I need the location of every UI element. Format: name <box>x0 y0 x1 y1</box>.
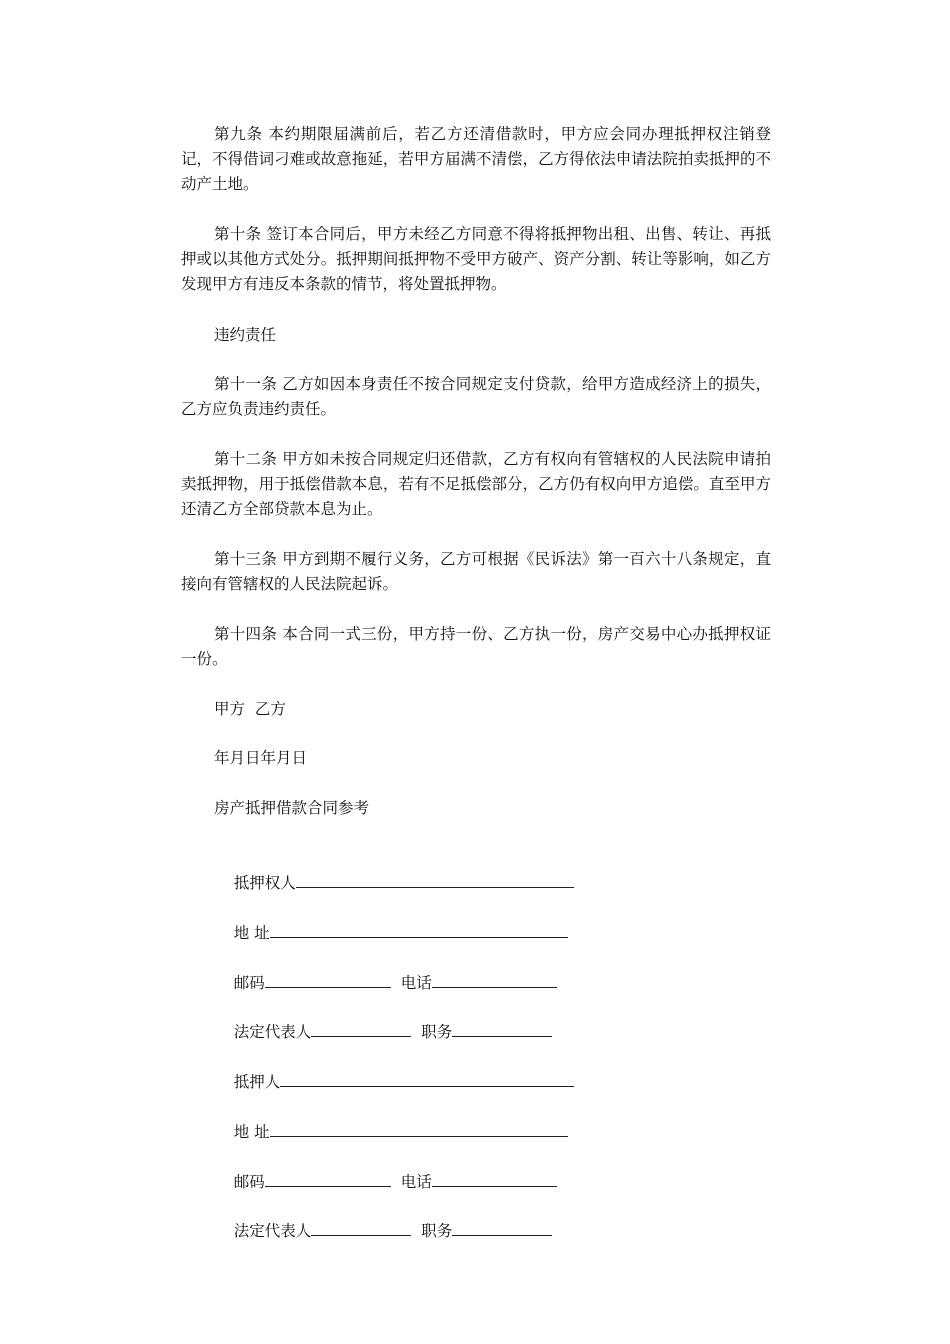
signature-dates: 年月日年月日 <box>214 749 308 767</box>
address-label: 地 址 <box>233 924 270 942</box>
mortgagee-position-field[interactable] <box>452 1020 552 1037</box>
mortgagor-rep-row <box>214 1194 552 1269</box>
clause-10: 第十条 签订本合同后，甲方未经乙方同意不得将抵押物出租、出售、转让、再抵押或以其他方式处分。抵押期间抵押物不受甲方破产、资产分割、转让等影响，如乙方发现甲方有违反本条款的情节，将处置抵押物。 <box>181 225 771 293</box>
position-label: 职务 <box>421 1023 453 1041</box>
heading-breach-liability: 违约责任 <box>214 326 277 344</box>
contract-title: 房产抵押借款合同参考 <box>214 799 370 817</box>
mortgagor-phone-field[interactable] <box>432 1170 557 1187</box>
mortgagor-field[interactable] <box>280 1070 574 1087</box>
mortgagor-postcode-field[interactable] <box>265 1170 391 1187</box>
mortgagee-label: 抵押权人 <box>233 874 296 892</box>
clause-13: 第十三条 甲方到期不履行义务，乙方可根据《民诉法》第一百六十八条规定，直接向有管辖权的人民法院起诉。 <box>181 550 771 593</box>
legal-rep-label: 法定代表人 <box>233 1023 312 1041</box>
mortgagee-postcode-field[interactable] <box>265 971 391 988</box>
clause-12: 第十二条 甲方如未按合同规定归还借款，乙方有权向有管辖权的人民法院申请拍卖抵押物，用于抵偿借款本息，若有不足抵偿部分，乙方仍有权向甲方追偿。直至甲方还清乙方全部贷款本息为止。 <box>181 450 771 518</box>
postcode-label: 邮码 <box>233 974 265 992</box>
clause-11: 第十一条 乙方如因本身责任不按合同规定支付贷款，给甲方造成经济上的损失，乙方应负责违约责任。 <box>181 375 771 418</box>
mortgagee-phone-field[interactable] <box>432 971 557 988</box>
phone-label: 电话 <box>400 1173 432 1191</box>
position-label: 职务 <box>421 1222 453 1240</box>
mortgagor-label: 抵押人 <box>233 1073 281 1091</box>
clause-9: 第九条 本约期限届满前后，若乙方还清借款时，甲方应会同办理抵押权注销登记，不得借词刁难或故意拖延，若甲方届满不清偿，乙方得依法申请法院拍卖抵押的不动产土地。 <box>181 125 771 193</box>
mortgagee-address-field[interactable] <box>270 921 568 938</box>
legal-rep-label: 法定代表人 <box>233 1222 312 1240</box>
mortgagee-field[interactable] <box>296 871 574 888</box>
address-label: 地 址 <box>233 1123 270 1141</box>
signature-parties: 甲方 乙方 <box>214 700 286 718</box>
mortgagee-legal-rep-field[interactable] <box>311 1020 411 1037</box>
postcode-label: 邮码 <box>233 1173 265 1191</box>
mortgagor-position-field[interactable] <box>452 1219 552 1236</box>
mortgagor-address-field[interactable] <box>270 1120 568 1137</box>
phone-label: 电话 <box>400 974 432 992</box>
mortgagor-legal-rep-field[interactable] <box>311 1219 411 1236</box>
clause-14: 第十四条 本合同一式三份，甲方持一份、乙方执一份，房产交易中心办抵押权证一份。 <box>181 625 771 668</box>
